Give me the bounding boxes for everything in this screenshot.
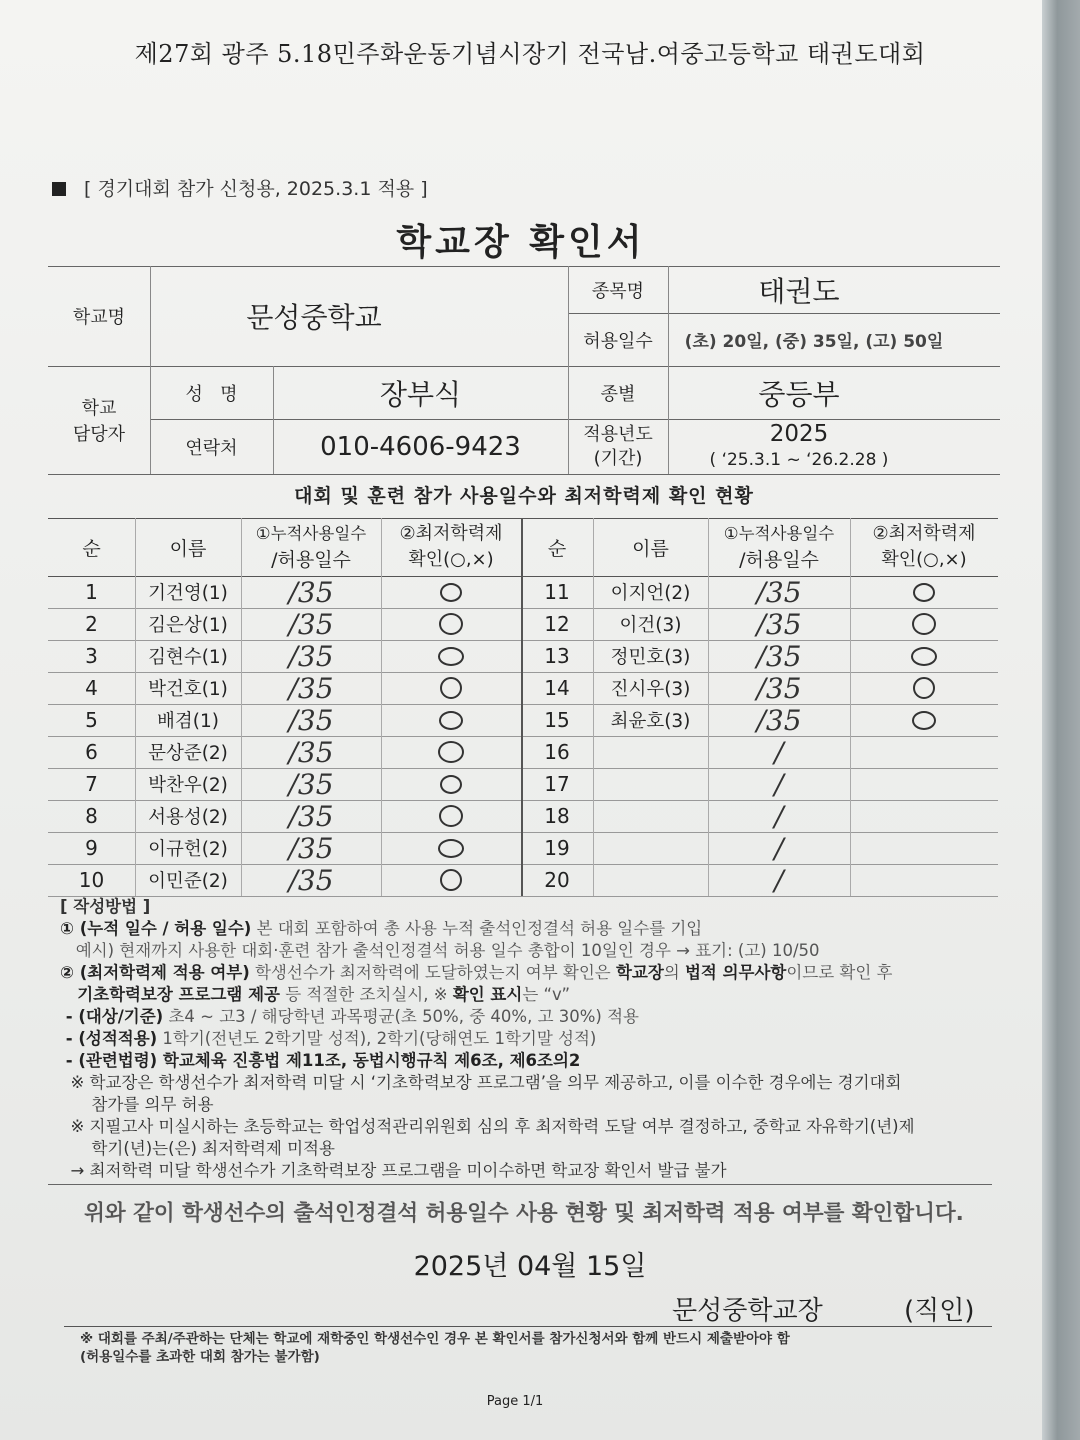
method-text: 는 “v” bbox=[522, 985, 571, 1004]
handwritten-circle-icon bbox=[440, 775, 462, 794]
student-name: 최윤호(3) bbox=[610, 711, 691, 732]
student-name: 이지언(2) bbox=[610, 583, 691, 604]
academic-check bbox=[381, 768, 521, 800]
contact-label: 연락처 bbox=[185, 437, 238, 459]
school-name: 문성중학교 bbox=[246, 301, 382, 334]
writing-method bbox=[60, 896, 1020, 1182]
usage-days: /35 bbox=[288, 831, 334, 865]
manager-label bbox=[48, 366, 150, 474]
handwritten-circle-icon bbox=[438, 839, 464, 858]
event-value: 태권도 bbox=[758, 274, 840, 308]
row-number: 11 bbox=[544, 580, 570, 604]
row-number: 18 bbox=[544, 804, 570, 828]
apply-year-value bbox=[668, 419, 1000, 474]
usage-days: /35 bbox=[288, 767, 334, 801]
student-name: 이건(3) bbox=[619, 615, 682, 636]
row-number: 20 bbox=[544, 868, 570, 892]
academic-check bbox=[850, 672, 998, 704]
row-number: 7 bbox=[85, 772, 98, 796]
handwritten-circle-icon bbox=[438, 741, 464, 763]
column-header-academic-line2: 확인(○,×) bbox=[408, 549, 494, 570]
divider bbox=[48, 474, 1000, 475]
method-text: 이므로 확인 후 bbox=[786, 963, 893, 982]
column-header-name: 이름 bbox=[169, 537, 207, 560]
usage-days: /35 bbox=[288, 703, 334, 737]
row-number: 1 bbox=[85, 580, 98, 604]
handwritten-circle-icon bbox=[913, 677, 935, 699]
column-header-academic bbox=[850, 518, 998, 576]
row-number: 9 bbox=[85, 836, 98, 860]
info-table bbox=[48, 266, 1000, 476]
method-line: 학기(년)는(은) 최저학력제 미적용 bbox=[60, 1139, 335, 1158]
column-header-days-line2: /허용일수 bbox=[271, 549, 351, 571]
column-header-no: 순 bbox=[547, 537, 567, 560]
academic-check bbox=[381, 704, 521, 736]
method-text: 등 적절한 조치실시, ※ bbox=[280, 985, 453, 1004]
row-number: 15 bbox=[544, 708, 570, 732]
usage-days: /35 bbox=[288, 735, 334, 769]
document-title: 학교장 확인서 bbox=[396, 222, 646, 263]
method-text: 초4 ~ 고3 / 해당학년 과목평균(초 50%, 중 40%, 고 30%) 적용 bbox=[163, 1007, 639, 1026]
student-name bbox=[593, 800, 708, 832]
method-heading: [ 작성방법 ] bbox=[60, 897, 151, 916]
handwritten-circle-icon bbox=[439, 613, 463, 635]
method-line: ※ 학교장은 학생선수가 최저학력 미달 시 ‘기초학력보장 프로그램’을 의무 제공하고, 이를 이수한 경우에는 경기대회 bbox=[60, 1073, 902, 1092]
usage-days: /35 bbox=[756, 671, 802, 705]
usage-days: / bbox=[774, 831, 784, 865]
method-emphasis: - (관련법령) bbox=[60, 1051, 158, 1070]
usage-days: / bbox=[774, 735, 784, 769]
method-text: 의 bbox=[663, 963, 685, 982]
row-number: 13 bbox=[544, 644, 570, 668]
page-number: Page 1/1 bbox=[486, 1394, 544, 1409]
handwritten-circle-icon bbox=[912, 711, 936, 730]
academic-check bbox=[381, 672, 521, 704]
handwritten-circle-icon bbox=[913, 583, 935, 602]
allowed-days-label: 허용일수 bbox=[583, 330, 653, 352]
method-text: 본 대회 포함하여 총 사용 누적 출석인정결석 허용 일수를 기입 bbox=[251, 919, 703, 938]
event-label: 종목명 bbox=[591, 280, 645, 302]
usage-days: /35 bbox=[288, 799, 334, 833]
event-title: 제27회 광주 5.18민주화운동기념시장기 전국남.여중고등학교 태권도대회 bbox=[134, 40, 926, 68]
method-emphasis: 확인 표시 bbox=[452, 985, 523, 1004]
row-number: 3 bbox=[85, 644, 98, 668]
method-line bbox=[60, 984, 1020, 1006]
row-number: 17 bbox=[544, 772, 570, 796]
method-line bbox=[60, 1006, 1020, 1028]
manager-name: 장부식 bbox=[379, 377, 462, 411]
method-emphasis: ② (최저학력제 적용 여부) bbox=[60, 963, 250, 982]
usage-days: / bbox=[774, 863, 784, 897]
student-name: 기건영(1) bbox=[148, 583, 228, 604]
method-line: 예시) 현재까지 사용한 대회·훈련 참가 출석인정결석 허용 일수 총합이 10일인 경우 → 표기: (고) 10/50 bbox=[60, 941, 820, 960]
student-name bbox=[593, 768, 708, 800]
method-line: ※ 지필고사 미실시하는 초등학교는 학업성적관리위원회 심의 후 최저학력 도달 여부 결정하고, 중학교 자유학기(년)제 bbox=[60, 1117, 915, 1136]
academic-check bbox=[850, 608, 998, 640]
usage-days: /35 bbox=[288, 575, 334, 609]
usage-days: /35 bbox=[756, 703, 802, 737]
column-header-academic-line2: 확인(○,×) bbox=[881, 549, 967, 570]
handwritten-circle-icon bbox=[440, 869, 462, 891]
method-line: → 최저학력 미달 학생선수가 기초학력보장 프로그램을 미이수하면 학교장 확인서 발급 불가 bbox=[60, 1161, 727, 1180]
student-name: 문상준(2) bbox=[148, 743, 228, 764]
handwritten-circle-icon bbox=[440, 677, 462, 699]
column-header-days bbox=[708, 518, 850, 576]
student-name: 정민호(3) bbox=[610, 647, 691, 668]
academic-check bbox=[381, 640, 521, 672]
square-bullet-icon bbox=[52, 182, 66, 196]
confirmation-statement: 위와 같이 학생선수의 출석인정결석 허용일수 사용 현황 및 최저학력 적용 여부를 확인합니다. bbox=[84, 1201, 964, 1226]
footnote-line1: ※ 대회를 주최/주관하는 단체는 학교에 재학중인 학생선수인 경우 본 확인서를 참가신청서와 함께 반드시 제출받아야 함 bbox=[80, 1331, 790, 1347]
issue-date: 2025년 04월 15일 bbox=[413, 1251, 647, 1282]
column-header-days-line1: ①누적사용일수 bbox=[723, 524, 835, 543]
principal-title: 문성중학교장 bbox=[672, 1296, 823, 1326]
apply-year-label-line2: (기간) bbox=[593, 447, 643, 469]
academic-check bbox=[381, 864, 521, 896]
column-header-no: 순 bbox=[82, 537, 101, 560]
usage-days: /35 bbox=[756, 575, 802, 609]
manager-label-line1: 학교 bbox=[81, 398, 117, 419]
student-name: 서용성(2) bbox=[148, 807, 228, 828]
student-name: 이규헌(2) bbox=[148, 839, 228, 860]
school-label: 학교명 bbox=[72, 307, 126, 328]
academic-check bbox=[381, 736, 521, 768]
division-label: 종별 bbox=[600, 383, 636, 405]
divider bbox=[64, 1326, 992, 1327]
official-seal-label: (직인) bbox=[904, 1296, 975, 1326]
handwritten-circle-icon bbox=[911, 647, 937, 666]
method-line: 참가를 의무 허용 bbox=[60, 1095, 214, 1114]
method-line bbox=[60, 918, 1020, 940]
academic-check bbox=[850, 576, 998, 608]
row-number: 4 bbox=[85, 676, 98, 700]
student-name bbox=[593, 864, 708, 896]
method-emphasis: ① (누적 일수 / 허용 일수) bbox=[60, 919, 252, 938]
column-header-days-line2: /허용일수 bbox=[739, 549, 819, 571]
method-emphasis: - (대상/기준) bbox=[60, 1007, 164, 1026]
academic-check bbox=[381, 608, 521, 640]
name-label: 성 명 bbox=[185, 383, 238, 405]
apply-year-label-line1: 적용년도 bbox=[583, 423, 653, 445]
method-emphasis: - (성적적용) bbox=[60, 1029, 158, 1048]
column-header-name: 이름 bbox=[632, 537, 669, 560]
divider bbox=[48, 1184, 992, 1185]
handwritten-circle-icon bbox=[912, 613, 936, 635]
student-name: 배겸(1) bbox=[157, 711, 219, 732]
usage-days: /35 bbox=[288, 863, 334, 897]
column-header-academic bbox=[381, 518, 521, 576]
row-number: 16 bbox=[544, 740, 570, 764]
row-number: 12 bbox=[544, 612, 570, 636]
student-name: 박건호(1) bbox=[148, 679, 228, 700]
usage-days: /35 bbox=[756, 639, 802, 673]
column-header-academic-line1: ②최저학력제 bbox=[399, 523, 503, 544]
row-number: 5 bbox=[85, 708, 98, 732]
row-number: 19 bbox=[544, 836, 570, 860]
academic-check bbox=[850, 640, 998, 672]
method-line bbox=[60, 1028, 1020, 1050]
student-name bbox=[593, 736, 708, 768]
usage-days: /35 bbox=[288, 671, 334, 705]
student-name: 김은상(1) bbox=[148, 615, 228, 636]
method-line bbox=[60, 1050, 1020, 1072]
usage-days: /35 bbox=[756, 607, 802, 641]
method-emphasis: 학교체육 진흥법 제11조, 동법시행규칙 제6조, 제6조의2 bbox=[157, 1051, 581, 1070]
footnote bbox=[80, 1330, 990, 1366]
row-number: 14 bbox=[544, 676, 570, 700]
usage-note bbox=[52, 174, 428, 201]
column-header-days bbox=[241, 518, 381, 576]
row-number: 10 bbox=[78, 868, 105, 892]
academic-check bbox=[381, 832, 521, 864]
method-line bbox=[60, 962, 1020, 984]
student-name: 김현수(1) bbox=[148, 647, 228, 668]
handwritten-circle-icon bbox=[439, 711, 463, 730]
student-name bbox=[593, 832, 708, 864]
apply-period: ( ‘25.3.1 ~ ‘26.2.28 ) bbox=[709, 449, 889, 470]
usage-days: / bbox=[774, 767, 784, 801]
academic-check bbox=[381, 800, 521, 832]
division-value: 중등부 bbox=[758, 377, 840, 411]
apply-year: 2025 bbox=[769, 420, 829, 447]
column-header-academic-line1: ②최저학력제 bbox=[872, 523, 976, 544]
method-text: 학생선수가 최저학력에 도달하였는지 여부 확인은 bbox=[249, 963, 616, 982]
student-name: 박찬우(2) bbox=[148, 775, 228, 796]
method-emphasis: 기초학력보장 프로그램 제공 bbox=[60, 985, 280, 1004]
student-name: 진시우(3) bbox=[610, 679, 691, 700]
contact-value: 010-4606-9423 bbox=[320, 431, 521, 462]
apply-year-label bbox=[568, 419, 668, 474]
column-header-days-line1: ①누적사용일수 bbox=[255, 524, 367, 543]
handwritten-circle-icon bbox=[438, 647, 464, 666]
handwritten-circle-icon bbox=[440, 583, 462, 602]
manager-label-line2: 담당자 bbox=[72, 424, 126, 445]
method-emphasis: 법적 의무사항 bbox=[684, 963, 787, 982]
background-surface bbox=[1042, 0, 1080, 1440]
footnote-line2: (허용일수를 초과한 대회 참가는 불가함) bbox=[80, 1349, 320, 1365]
row-number: 2 bbox=[85, 612, 98, 636]
student-name: 이민준(2) bbox=[148, 871, 228, 892]
academic-check bbox=[850, 704, 998, 736]
usage-note-text: [ 경기대회 참가 신청용, 2025.3.1 적용 ] bbox=[84, 178, 428, 200]
section-title: 대회 및 훈련 참가 사용일수와 최저학력제 확인 현황 bbox=[294, 485, 754, 507]
row-number: 8 bbox=[85, 804, 98, 828]
roster-table bbox=[48, 518, 998, 896]
usage-days: /35 bbox=[288, 607, 334, 641]
usage-days: / bbox=[774, 799, 784, 833]
usage-days: /35 bbox=[288, 639, 334, 673]
method-emphasis: 학교장 bbox=[615, 963, 664, 982]
method-text: 1학기(전년도 2학기말 성적), 2학기(당해연도 1학기말 성적) bbox=[157, 1029, 597, 1048]
row-number: 6 bbox=[85, 740, 98, 764]
allowed-days-value: (초) 20일, (중) 35일, (고) 50일 bbox=[684, 332, 944, 352]
handwritten-circle-icon bbox=[439, 805, 463, 827]
academic-check bbox=[381, 576, 521, 608]
